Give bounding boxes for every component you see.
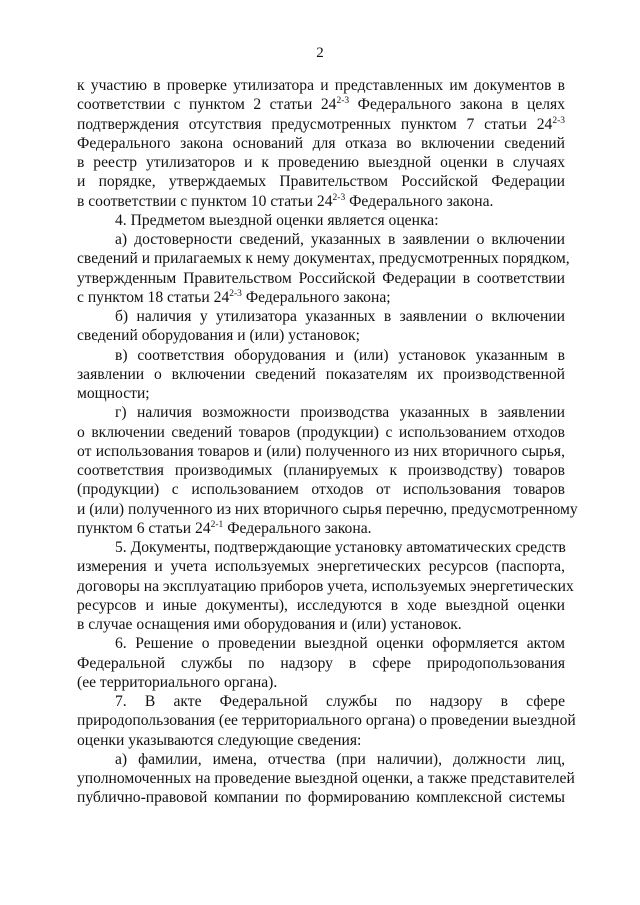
paragraph [77,307,565,346]
text-line: публично-правовой компании по формированию комплексной системы [77,789,565,807]
text-line: Федеральной службы по надзору в сфере природопользования [77,654,565,672]
text-line: (ее территориального органа). [77,673,278,691]
superscript: 2-3 [552,115,565,126]
paragraph [77,211,565,230]
text-line: 4. Предметом выездной оценки является оценка: [115,211,439,229]
text-line: утвержденным Правительством Российской Федерации в соответствии [77,269,565,287]
text-line: заявлении о включении сведений показателям их производственной [77,365,565,383]
text-line: 6. Решение о проведении выездной оценки оформляется актом [115,635,565,653]
document-body [77,76,578,808]
superscript: 2-3 [336,96,350,107]
paragraph [77,230,570,307]
page-number: 2 [316,45,324,61]
text-line: о включении сведений товаров (продукции) с использованием отходов [77,423,565,441]
text-line: к участию в проверке утилизатора и представленных им документов в [77,77,565,94]
paragraph [77,76,565,211]
text-line: соответствии с пунктом 2 статьи 24$^{2-3}$ Федерального закона в целях [77,96,565,114]
text-line: в случае оснащения ими оборудования и (или) установок. [77,616,462,633]
text-line: а) фамилии, имена, отчества (при наличии), должности лиц, [115,750,565,768]
text-line: 7. В акте Федеральной службы по надзору в сфере [115,693,565,710]
paragraph [77,538,574,634]
text-line: договоры на эксплуатацию приборов учета, используемых энергетических [77,577,574,595]
text-line: сведений оборудования и (или) установок; [77,327,360,345]
paragraph [77,750,575,808]
text-line: а) достоверности сведений, указанных в заявлении о включении [115,231,565,248]
text-line: подтверждения отсутствия предусмотренных пунктом 7 статьи 24$^{2-3}$ [77,115,565,133]
superscript: 2-3 [332,192,346,203]
text-line: сведений и прилагаемых к нему документах, предусмотренных порядком, [77,250,570,268]
text-line: 5. Документы, подтверждающие установку автоматических средств [115,539,566,556]
text-line: с пунктом 18 статьи 24$^{2-3}$ Федерального закона; [77,288,391,306]
text-line: мощности; [77,385,150,402]
paragraph [77,692,576,750]
text-line: оценки указываются следующие сведения: [77,731,362,749]
text-line: пунктом 6 статьи 24$^{2-1}$ Федерального закона. [77,519,372,537]
text-line: в соответствии с пунктом 10 статьи 24$^{2-3}$ Федерального закона. [77,192,494,210]
text-line: и порядке, утверждаемых Правительством Российской Федерации [77,173,565,191]
text-line: Федерального закона оснований для отказа во включении сведений [77,134,565,152]
paragraph [77,634,565,692]
text-line: измерения и учета используемых энергетических ресурсов (паспорта, [77,558,565,576]
text-line: в) соответствия оборудования и (или) установок указанным в [115,346,565,364]
text-line: (продукции) с использованием отходов от использования товаров [77,481,565,499]
text-line: от использования товаров и (или) полученного из них вторичного сырья, [77,442,565,460]
text-line: и (или) полученного из них вторичного сырья перечню, предусмотренному [77,500,578,518]
text-line: соответствия производимых (планируемых к производству) товаров [77,462,565,479]
superscript: 2-1 [210,519,224,530]
text-line: в реестр утилизаторов и к проведению выездной оценки в случаях [77,154,565,171]
text-line: уполномоченных на проведение выездной оценки, а также представителей [77,770,575,787]
text-line: г) наличия возможности производства указанных в заявлении [115,404,565,422]
text-line: природопользования (ее территориального органа) о проведении выездной [77,712,576,730]
paragraph [77,346,565,404]
superscript: 2-3 [229,288,242,299]
text-line: б) наличия у утилизатора указанных в заявлении о включении [115,308,565,325]
paragraph [77,403,578,538]
text-line: ресурсов и иные документы), исследуются в ходе выездной оценки [77,596,565,614]
